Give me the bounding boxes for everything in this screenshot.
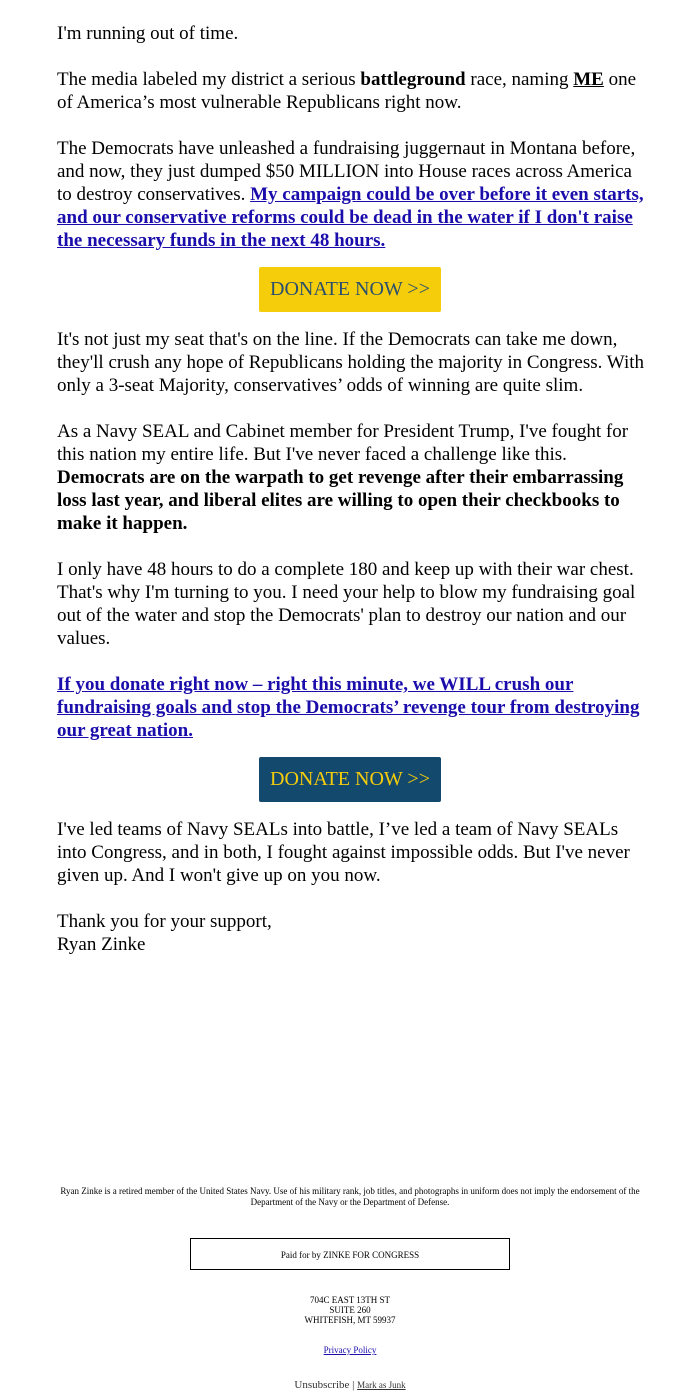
- text-segment: one of America’s most vulnerable Republicans right now.: [57, 69, 637, 113]
- donate-now-button-navy[interactable]: DONATE NOW >>: [259, 757, 441, 802]
- bold-battleground: battleground: [360, 69, 466, 90]
- paragraph-donate-link: [57, 673, 647, 742]
- paragraph-seat: It's not just my seat that's on the line. If the Democrats can take me down, they'll crush any hope of Republicans holding the majority in Congress. With only a 3-seat Majority, conservatives’ odds of winning are quite slim.: [57, 329, 644, 396]
- address-line-1: 704C EAST 13TH ST: [309, 1295, 391, 1305]
- donate-right-now-link[interactable]: If you donate right now – right this minute, we WILL crush our fundraising goals and stop the Democrats’ revenge tour from destroying our great nation.: [57, 674, 640, 741]
- text-segment: As a Navy SEAL and Cabinet member for President Trump, I've fought for this nation my entire life. But I've never faced a challenge like this.: [57, 421, 629, 465]
- paragraph-navy-seal: [57, 420, 647, 535]
- donate-button-row-2: [57, 757, 643, 802]
- unsubscribe-link[interactable]: Unsubscribe: [294, 1379, 350, 1391]
- privacy-policy-link[interactable]: Privacy Policy: [323, 1345, 377, 1355]
- text-segment: race, naming: [465, 69, 574, 90]
- email-body: [57, 22, 647, 956]
- text-segment: The Democrats have unleashed a fundraising juggernaut in Montana before, and now, they just dumped $50 MILLION into House races across America to destroy conservatives.: [57, 138, 636, 205]
- privacy-row: [0, 1345, 700, 1355]
- separator: |: [352, 1379, 355, 1391]
- donate-now-button-yellow[interactable]: DONATE NOW >>: [259, 267, 441, 312]
- signoff: Thank you for your support,: [57, 911, 272, 932]
- bold-me: ME: [573, 69, 604, 90]
- text-segment: The media labeled my district a serious: [57, 69, 361, 90]
- signature: Ryan Zinke: [57, 934, 146, 955]
- address-line-3: WHITEFISH, MT 59937: [304, 1315, 396, 1325]
- paragraph-never-given-up: I've led teams of Navy SEALs into battle, I’ve led a team of Navy SEALs into Congress, and in both, I fought against impossible odds. But I've never given up. And I won't give up on you now.: [57, 819, 630, 886]
- unsubscribe-row: [0, 1379, 700, 1391]
- campaign-donate-link[interactable]: My campaign could be over before it even starts, and our conservative reforms could be dead in the water if I don't raise the necessary funds in the next 48 hours.: [57, 184, 644, 251]
- opening-line: I'm running out of time.: [57, 23, 239, 44]
- bold-warpath: Democrats are on the warpath to get revenge after their embarrassing loss last year, and liberal elites are willing to open their checkbooks to make it happen.: [57, 467, 624, 534]
- military-disclaimer: Ryan Zinke is a retired member of the United States Navy. Use of his military rank, job titles, and photographs in uniform does not imply the endorsement of the Department of the Navy or the Department of Defense.: [60, 1186, 640, 1207]
- address-line-2: SUITE 260: [329, 1305, 371, 1315]
- donate-button-row-1: [57, 267, 643, 312]
- email-footer: [0, 1186, 700, 1391]
- mark-as-junk-link[interactable]: Mark as Junk: [357, 1380, 406, 1390]
- mailing-address: [0, 1295, 700, 1325]
- paragraph-juggernaut: [57, 137, 647, 252]
- paid-for-box: Paid for by ZINKE FOR CONGRESS: [190, 1238, 510, 1270]
- paragraph-48-hours: I only have 48 hours to do a complete 180 and keep up with their war chest. That's why I'm turning to you. I need your help to blow my fundraising goal out of the water and stop the Democrats' plan to destroy our nation and our values.: [57, 559, 636, 649]
- paragraph-battleground: [57, 68, 647, 114]
